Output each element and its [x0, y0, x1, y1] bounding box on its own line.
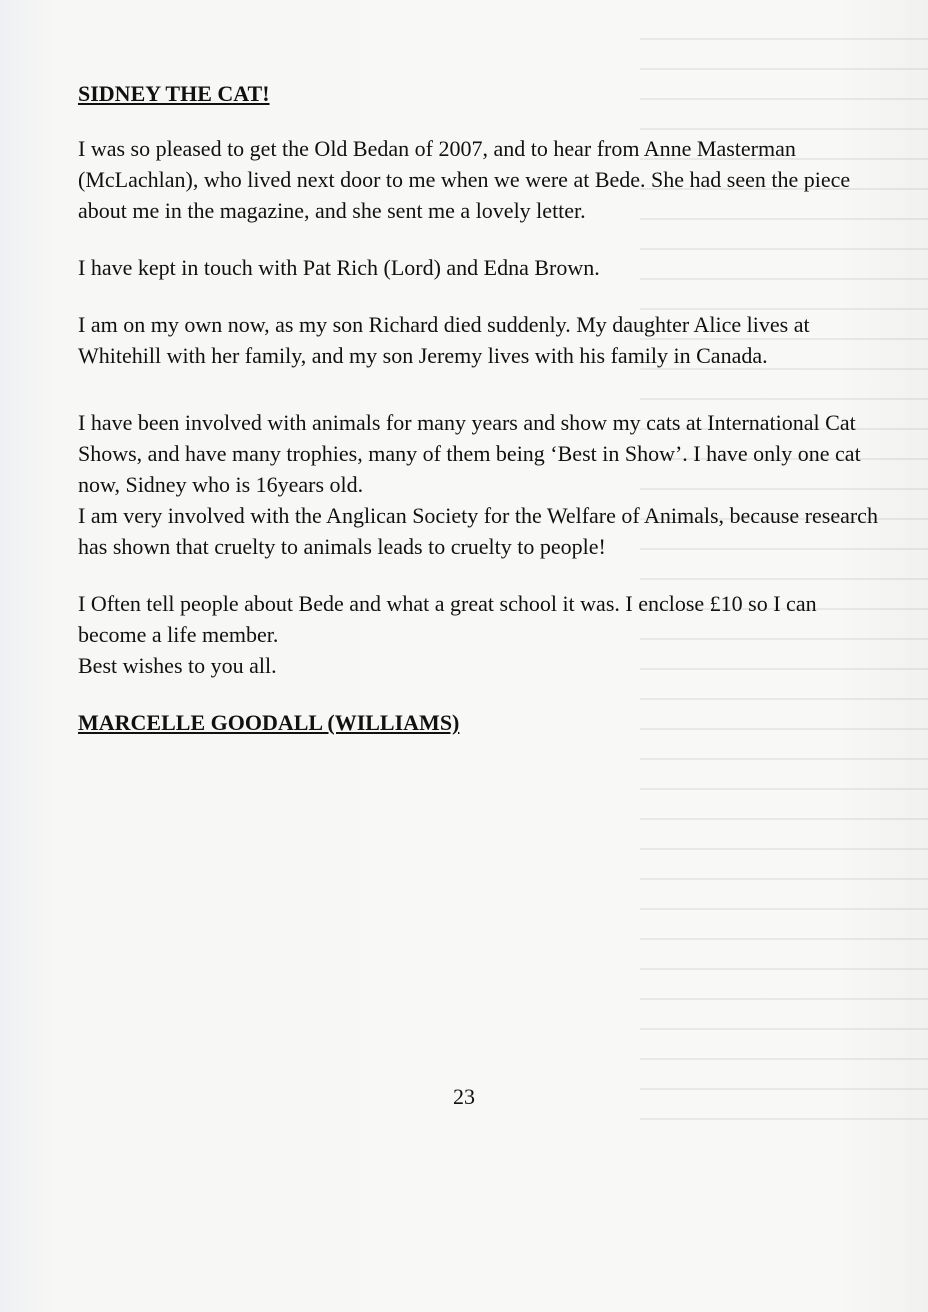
article: [78, 78, 878, 738]
paragraph-family: I am on my own now, as my son Richard died suddenly. My daughter Alice lives at Whitehill with her family, and my son Jeremy lives with his family in Canada.: [78, 312, 810, 368]
article-title: SIDNEY THE CAT!: [78, 81, 270, 106]
paragraph-life-member: I Often tell people about Bede and what a great school it was. I enclose £10 so I can become a life member.: [78, 591, 817, 647]
closing-line: Best wishes to you all.: [78, 653, 277, 678]
author-signature: MARCELLE GOODALL (WILLIAMS): [78, 710, 460, 735]
paragraph-anglican-society: I am very involved with the Anglican Society for the Welfare of Animals, because research has shown that cruelty to animals leads to cruelty to people!: [78, 503, 878, 559]
paragraph-old-bedan: I was so pleased to get the Old Bedan of 2007, and to hear from Anne Masterman (McLachlan), who lived next door to me when we were at Bede. She had seen the piece about me in the magazine, and she sent me a lovely letter.: [78, 136, 851, 223]
paragraph-kept-in-touch: I have kept in touch with Pat Rich (Lord) and Edna Brown.: [78, 255, 600, 280]
paragraph-cat-shows: I have been involved with animals for many years and show my cats at International Cat Shows, and have many trophies, many of them being ‘Best in Show’. I have only one cat now, Sidney who is 16years old.: [78, 410, 861, 497]
page-number: 23: [453, 1084, 475, 1109]
